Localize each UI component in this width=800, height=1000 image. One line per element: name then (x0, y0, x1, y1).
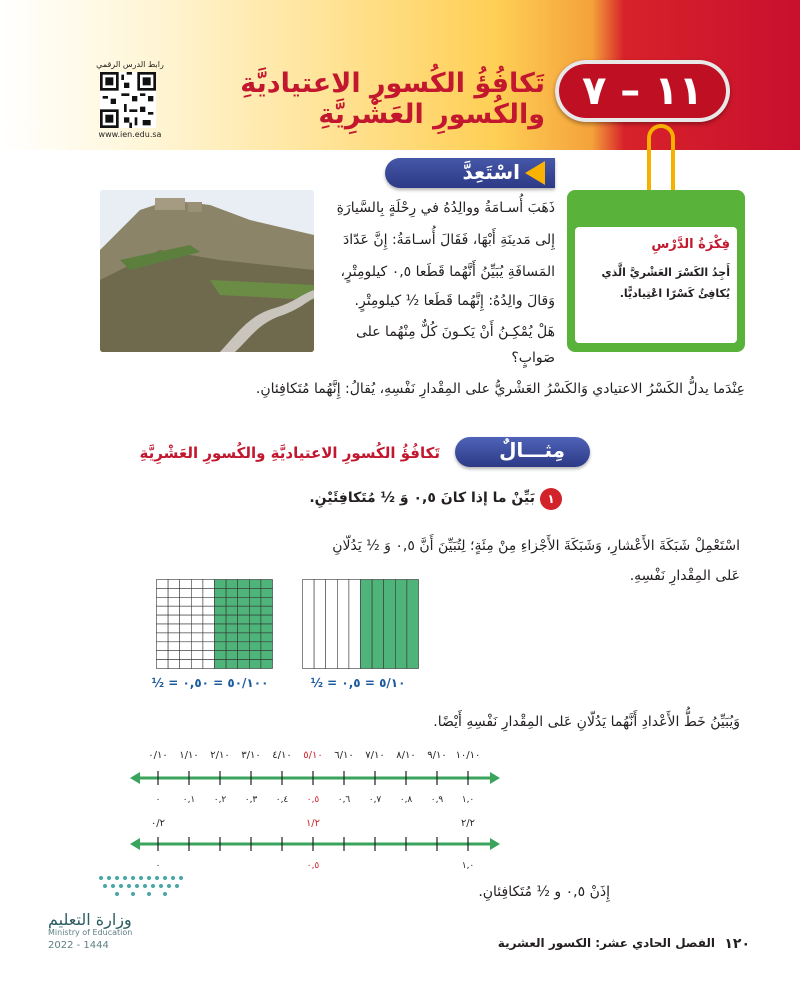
grid-cell (238, 642, 250, 651)
decimal-label: ٠ (155, 795, 161, 805)
grid-cell (157, 633, 169, 642)
intro-line: صَوابٍ؟ (511, 350, 555, 366)
grid-cell (261, 633, 273, 642)
fraction-label: ١٠/١٠ (455, 750, 481, 761)
grid-cell (238, 633, 250, 642)
grid-cell (180, 660, 192, 669)
decimal-label: ٠,٢ (213, 795, 227, 805)
tenths-grid (302, 579, 419, 669)
step-badge: ١ (540, 488, 562, 510)
grid-cell (180, 624, 192, 633)
grid-cell (191, 660, 203, 669)
conclusion-text: إِذَنْ ٠,٥ و ½ مُتَكافِئانِ. (478, 884, 610, 900)
decimal-label: ٠,٨ (399, 795, 413, 805)
example-label: مِثـــالٌ (499, 438, 565, 462)
grid-cell (168, 651, 180, 660)
arrow-icon (525, 161, 545, 185)
grid-cell (261, 615, 273, 624)
grid-column (326, 580, 338, 669)
grid-cell (215, 642, 227, 651)
fraction-label: ١/٢ (305, 818, 321, 829)
number-lines (130, 740, 500, 880)
grid-cell (191, 606, 203, 615)
decimal-label: ١,٠ (461, 795, 475, 805)
grid-cell (180, 651, 192, 660)
grid-cell (215, 651, 227, 660)
grid-cell (157, 624, 169, 633)
grid-cell (203, 624, 215, 633)
grid-cell (215, 606, 227, 615)
grid-cell (180, 642, 192, 651)
grid-column (349, 580, 361, 669)
example-question: بَيِّنْ ما إذا كانَ ٠,٥ وَ ½ مُتَكافِئَيْنِ. (309, 490, 535, 506)
grid-cell (249, 633, 261, 642)
grid-cell (238, 660, 250, 669)
grid-cell (249, 588, 261, 597)
grid-cell (191, 597, 203, 606)
arrow-right-icon (490, 838, 500, 850)
grid-cell (226, 660, 238, 669)
grid-cell (261, 660, 273, 669)
intro-line: وَقالَ والِدُهُ: إِنَّهُما قَطَعا ½ كيلومِتْرٍ. (354, 293, 555, 309)
grid-column (303, 580, 315, 669)
grid-cell (215, 660, 227, 669)
arrow-left-icon (130, 838, 140, 850)
grid-cell (226, 633, 238, 642)
grid-cell (249, 651, 261, 660)
qr-code-icon[interactable] (100, 72, 156, 128)
grid-cell (180, 588, 192, 597)
grid-cell (238, 588, 250, 597)
grid-cell (261, 588, 273, 597)
grid-cell (168, 597, 180, 606)
grid-cell (168, 642, 180, 651)
lesson-title: تَكافُؤُ الكُسورِ الاعتياديَّةِ والكُسورِ العَشْرِيَّةِ (240, 68, 545, 130)
grid-cell (226, 624, 238, 633)
grid-cell (238, 606, 250, 615)
grid-cell (191, 651, 203, 660)
grid-cell (215, 597, 227, 606)
grid-cell (180, 606, 192, 615)
example-title: تَكافُؤُ الكُسورِ الاعتياديَّةِ والكُسورِ العَشْرِيَّةِ (139, 444, 440, 462)
grid-cell (191, 642, 203, 651)
grid-cell (191, 633, 203, 642)
arrow-right-icon (490, 772, 500, 784)
fraction-label: ٥/١٠ (303, 750, 323, 761)
grid-cell (191, 615, 203, 624)
lesson-idea-text: أَجِدُ الكَسْرَ العَشْريَّ الَّذي يُكافِئُ كَسْرًا اعْتِياديًّا. (601, 266, 730, 300)
grid-column (337, 580, 349, 669)
equation-tenths: ½ = ٥/١٠ = ٠,٥ (310, 676, 406, 690)
grid-cell (215, 633, 227, 642)
grid-cell (203, 633, 215, 642)
ministry-name: وزارة التعليم (48, 910, 132, 929)
decimal-label: ٠,١ (182, 795, 196, 805)
fraction-label: ٢/٢ (460, 818, 476, 829)
grid-cell (191, 624, 203, 633)
instruction-line: عَلى المِقْدارِ نَفْسِهِ. (629, 568, 740, 584)
grid-cell (168, 633, 180, 642)
grid-cell (249, 642, 261, 651)
lesson-idea-title: فِكْرَةُ الدَّرْسِ (651, 237, 730, 252)
grid-cell (168, 580, 180, 589)
grid-cell (157, 580, 169, 589)
grid-cell (238, 580, 250, 589)
grid-cell (168, 624, 180, 633)
grid-cell (261, 624, 273, 633)
edition-year: 2022 - 1444 (48, 940, 109, 951)
get-ready-label: اسْتَعِدَّ (462, 160, 520, 184)
grid-cell (191, 580, 203, 589)
grid-cell (238, 597, 250, 606)
fraction-label: ٦/١٠ (334, 750, 354, 761)
arrow-left-icon (130, 772, 140, 784)
grid-cell (238, 624, 250, 633)
instruction-line: اسْتَعْمِلْ شَبَكَةَ الأَعْشارِ، وَشَبَكَةَ الأَجْزاءِ مِنْ مِئَةٍ؛ لِتُبَيِّنَ أَنَّ ٠,٥ وَ ½ يَدُلّانِ (332, 538, 740, 554)
decimal-label: ٠,٦ (337, 795, 351, 805)
intro-line: هَلْ يُمْكِـنُ أَنْ يَكـونَ كُلٌّ مِنْهُما على (355, 324, 555, 340)
intro-line: ذَهَبَ أُسـامَةُ ووالِدُهُ في رِحْلَةٍ بِالسَّيارَةِ (336, 200, 555, 216)
grid-column (407, 580, 419, 669)
grid-cell (203, 660, 215, 669)
grid-cell (226, 651, 238, 660)
grid-column (361, 580, 373, 669)
grid-cell (249, 615, 261, 624)
grid-cell (168, 606, 180, 615)
fraction-label: ١/١٠ (179, 750, 199, 761)
grid-cell (180, 633, 192, 642)
grid-cell (249, 597, 261, 606)
grid-cell (180, 615, 192, 624)
grid-cell (157, 642, 169, 651)
fraction-label: ٧/١٠ (365, 750, 385, 761)
decimal-label: ٠,٣ (244, 795, 258, 805)
grid-cell (249, 660, 261, 669)
qr-label: رابط الدرس الرقمي (96, 60, 164, 69)
grid-cell (203, 615, 215, 624)
grid-cell (261, 597, 273, 606)
grid-cell (226, 580, 238, 589)
grid-cell (261, 642, 273, 651)
grid-cell (226, 597, 238, 606)
decimal-label: ٠,٩ (430, 795, 444, 805)
grid-cell (261, 580, 273, 589)
grid-cell (157, 606, 169, 615)
grid-cell (180, 597, 192, 606)
decimal-label: ٠ (155, 861, 161, 871)
decimal-label: ٠,٥ (306, 861, 320, 871)
intro-line: المَسافَةِ يُبَيِّنُ أَنَّهُما قَطَعا ٠,٥ كيلومِتْرٍ، (340, 264, 555, 280)
grid-cell (203, 606, 215, 615)
grid-cell (238, 651, 250, 660)
grid-cell (168, 660, 180, 669)
grid-cell (215, 624, 227, 633)
grid-cell (203, 597, 215, 606)
grid-cell (157, 615, 169, 624)
grid-cell (226, 615, 238, 624)
lesson-number-badge (555, 60, 730, 122)
grid-column (314, 580, 326, 669)
grid-cell (249, 606, 261, 615)
fraction-label: ٠/١٠ (148, 750, 168, 761)
grid-cell (180, 580, 192, 589)
grid-cell (238, 615, 250, 624)
grid-cell (226, 642, 238, 651)
decimal-label: ٠,٤ (275, 795, 289, 805)
grid-column (395, 580, 407, 669)
decimal-label: ٠,٧ (368, 795, 382, 805)
decimal-label: ٠,٥ (306, 795, 320, 805)
intro-line: إِلى مَدينَةِ أَبْهَا، فَقَالَ أُسـامَةُ: إِنَّ عَدّادَ (343, 232, 555, 248)
decimal-label: ١,٠ (461, 861, 475, 871)
grid-cell (168, 588, 180, 597)
page-number: ١٢٠ (724, 936, 750, 952)
fraction-label: ٢/١٠ (210, 750, 230, 761)
grid-cell (226, 588, 238, 597)
fraction-label: ٩/١٠ (427, 750, 447, 761)
grid-cell (261, 651, 273, 660)
ministry-name-en: Ministry of Education (48, 928, 133, 937)
hundredths-grid (156, 579, 273, 669)
grid-cell (203, 588, 215, 597)
definition-text: عِنْدَما يدلُّ الكَسْرُ الاعتيادي وَالكَسْرُ العَشْريُّ على المِقْدارِ نَفْسِهِ، يُقالُ: إِنَّهُما مُتَكافِئانِ. (255, 381, 745, 397)
grid-cell (157, 660, 169, 669)
grid-cell (191, 588, 203, 597)
grid-cell (215, 588, 227, 597)
grid-cell (215, 615, 227, 624)
grid-cell (203, 651, 215, 660)
grid-cell (157, 651, 169, 660)
grid-cell (203, 580, 215, 589)
qr-url[interactable]: www.ien.edu.sa (98, 130, 162, 139)
lesson-number: ١١ – ٧ (581, 68, 704, 114)
grid-cell (261, 606, 273, 615)
grid-cell (215, 580, 227, 589)
grid-cell (157, 588, 169, 597)
grid-cell (157, 597, 169, 606)
grid-cell (226, 606, 238, 615)
number-line-text: وَيُبَيِّنُ خَطُّ الأَعْدادِ أَنَّهُما يَدُلّانِ عَلى المِقْدارِ نَفْسِهِ أَيْضًا. (433, 714, 740, 730)
fraction-label: ٤/١٠ (272, 750, 292, 761)
ministry-logo-icon (95, 872, 187, 900)
chapter-title: الفصل الحادي عشر: الكسور العشرية (497, 936, 715, 950)
fraction-label: ٠/٢ (150, 818, 166, 829)
grid-cell (249, 580, 261, 589)
grid-column (384, 580, 396, 669)
grid-cell (203, 642, 215, 651)
equation-hundredths: ½ = ٥٠/١٠٠ = ٠,٥٠ (151, 676, 269, 690)
grid-column (372, 580, 384, 669)
fraction-label: ٣/١٠ (241, 750, 261, 761)
grid-cell (249, 624, 261, 633)
grid-cell (168, 615, 180, 624)
fraction-label: ٨/١٠ (396, 750, 416, 761)
